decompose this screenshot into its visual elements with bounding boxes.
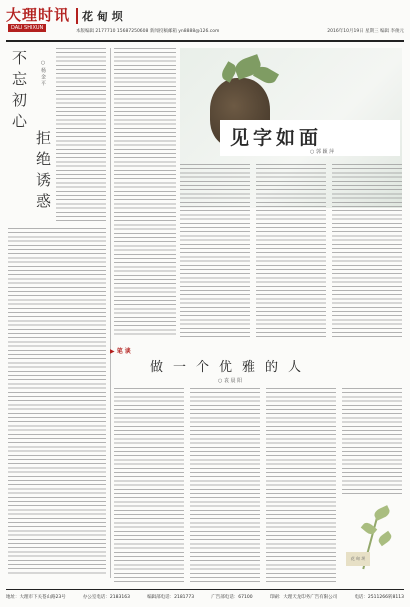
header-date-line: 2016年10月19日 星期三 编辑 李俊元	[327, 29, 404, 34]
second-article-text-col-4	[342, 388, 402, 496]
newspaper-logo: 大理时讯	[6, 6, 71, 24]
footer-address: 地址：大理市下关苍山路23号	[6, 594, 66, 600]
second-article-text-col-3	[266, 388, 336, 584]
second-article-tag: ▶ 笔 谈	[110, 348, 131, 355]
masthead-rule	[6, 40, 404, 42]
masthead	[6, 4, 404, 42]
left-article-text-top	[56, 48, 106, 224]
footer-printer-phone: 电话：2511266转8113	[354, 594, 404, 600]
footer-printer: 印刷：大理天龙印务广告有限公司	[269, 594, 338, 600]
second-article-title: 做一个优雅的人	[150, 360, 312, 375]
left-article-text-body	[8, 228, 106, 576]
feature-author: ○ 郭 颖 萍	[310, 149, 335, 155]
feature-title: 见字如面	[230, 127, 323, 149]
column-rule-1	[110, 48, 111, 578]
middle-article-text	[114, 48, 176, 338]
footer	[6, 589, 404, 601]
leaf-icon	[373, 505, 392, 521]
left-article-title-part2: 拒绝诱惑	[34, 130, 52, 214]
footer-ad-phone: 广告部电话：67100	[211, 594, 253, 600]
logo-subtitle: DALI SHIXUN	[8, 24, 46, 32]
feature-text-col-2	[256, 164, 326, 340]
left-article-author: ○ 杨 金 平	[40, 60, 46, 86]
left-article-title-part1: 不忘初心	[10, 50, 28, 134]
second-article-text-col-1	[114, 388, 184, 584]
footer-editorial-phone: 编辑部电话：2181773	[147, 594, 195, 600]
decorative-plant-illustration	[340, 500, 402, 580]
section-stamp: 花 甸 坝	[346, 552, 370, 566]
section-name: 花 甸 坝	[76, 8, 123, 24]
feature-text-col-1	[180, 164, 250, 340]
feature-text-col-3	[332, 164, 402, 340]
leaf-icon	[377, 531, 394, 546]
footer-office-phone: 办公室电话：2183163	[82, 594, 130, 600]
second-article-text-col-2	[190, 388, 260, 584]
second-article-author: ○ 袁 晨 阳	[218, 378, 243, 384]
header-contact-line: 本版编辑 2177710 15687250608 新闻投稿邮箱 yn8888@126.com	[76, 29, 220, 34]
